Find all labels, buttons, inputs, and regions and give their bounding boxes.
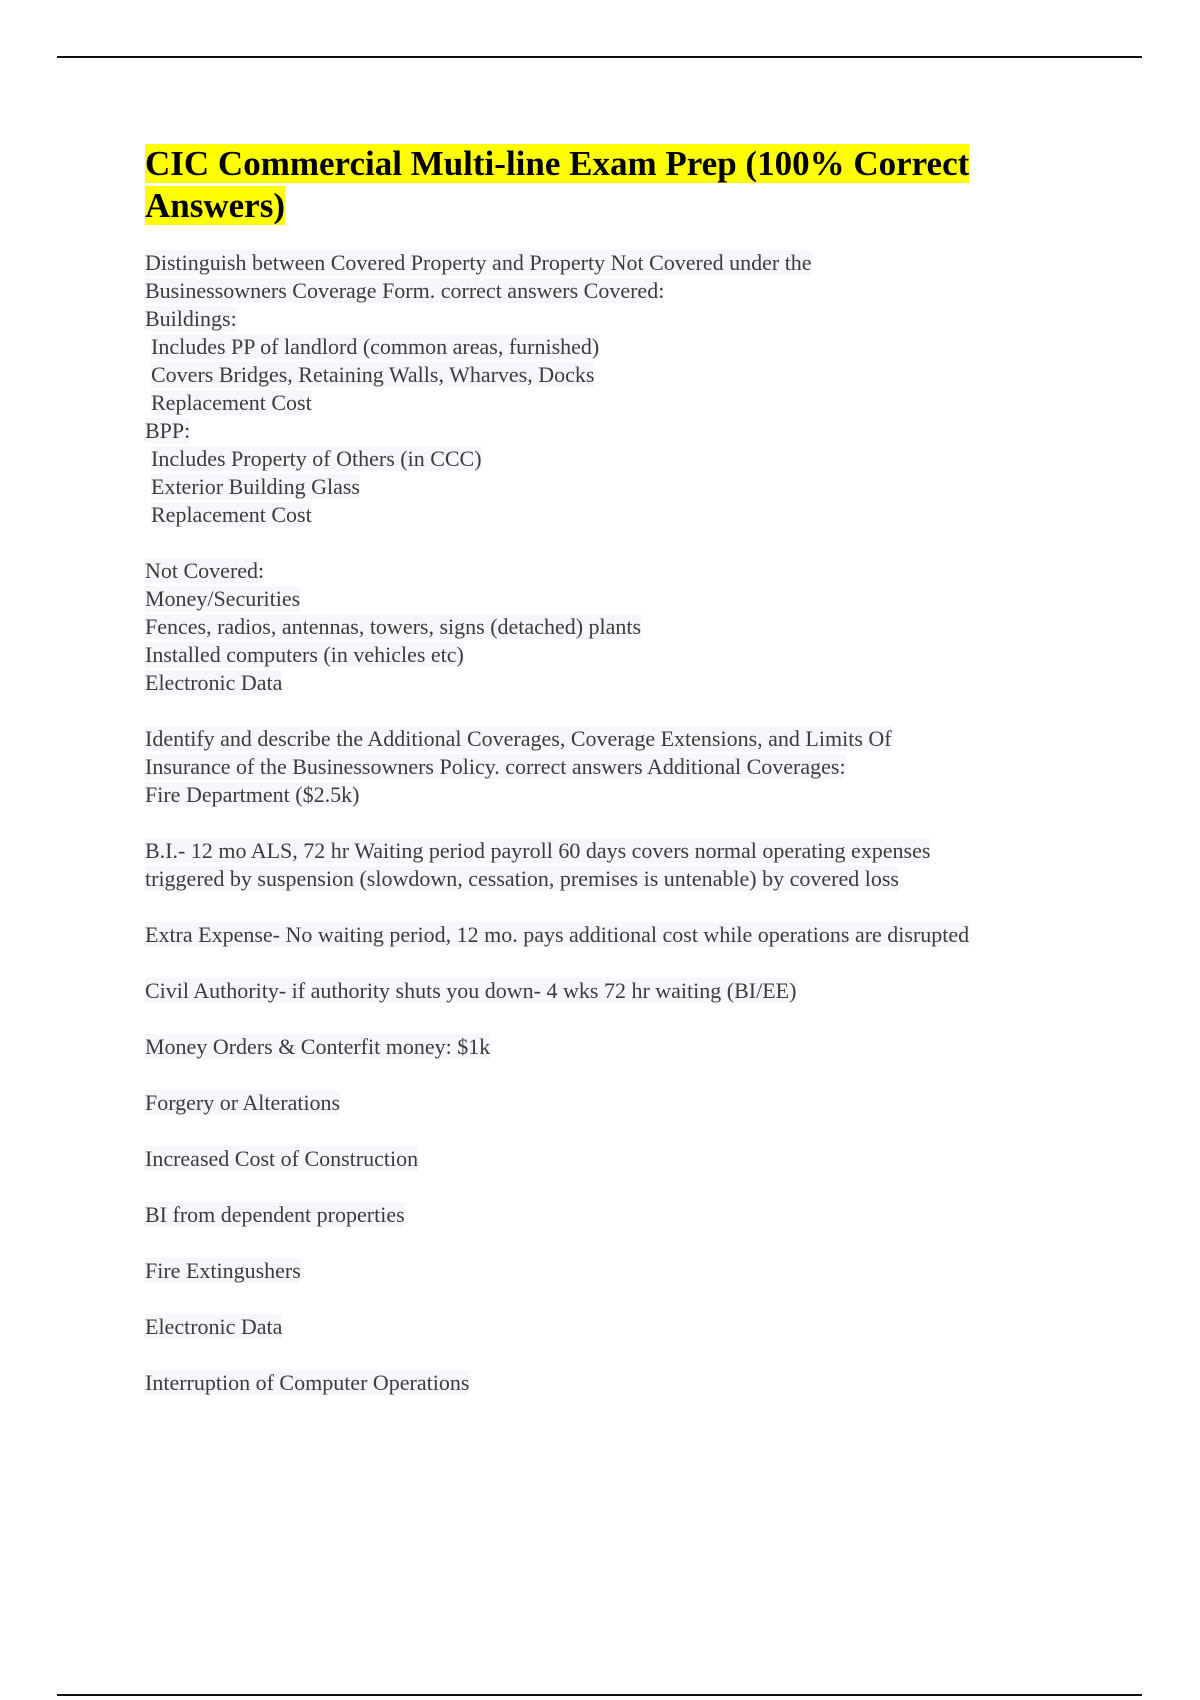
- spacer: [145, 1285, 1105, 1313]
- bottom-rule: [57, 1694, 1142, 1696]
- spacer: [145, 529, 1105, 557]
- spacer: [145, 893, 1105, 921]
- bpp-item: Exterior Building Glass: [151, 474, 360, 499]
- civil-authority-line: Civil Authority- if authority shuts you down- 4 wks 72 hr waiting (BI/EE): [145, 978, 797, 1003]
- electronic-data-line: Electronic Data: [145, 1314, 283, 1339]
- spacer: [145, 1229, 1105, 1257]
- question-1-line-1: Distinguish between Covered Property and Property Not Covered under the: [145, 250, 812, 275]
- fire-extinguishers-line: Fire Extingushers: [145, 1258, 301, 1283]
- document-title: CIC Commercial Multi-line Exam Prep (100% Correct Answers): [145, 144, 970, 225]
- bi-dependent-line: BI from dependent properties: [145, 1202, 405, 1227]
- not-covered-item: Electronic Data: [145, 670, 283, 695]
- question-2-line-1: Identify and describe the Additional Coverages, Coverage Extensions, and Limits Of: [145, 726, 892, 751]
- forgery-line: Forgery or Alterations: [145, 1090, 341, 1115]
- not-covered-label: Not Covered:: [145, 558, 265, 583]
- question-2-line-2: Insurance of the Businessowners Policy. correct answers Additional Coverages:: [145, 754, 846, 779]
- spacer: [145, 697, 1105, 725]
- spacer: [145, 1341, 1105, 1369]
- money-orders-line: Money Orders & Conterfit money: $1k: [145, 1034, 491, 1059]
- spacer: [145, 1061, 1105, 1089]
- bpp-label: BPP:: [145, 418, 191, 443]
- buildings-label: Buildings:: [145, 306, 237, 331]
- bi-line-2: triggered by suspension (slowdown, cessation, premises is untenable) by covered loss: [145, 866, 899, 891]
- buildings-item: Covers Bridges, Retaining Walls, Wharves, Docks: [151, 362, 595, 387]
- spacer: [145, 809, 1105, 837]
- spacer: [145, 1173, 1105, 1201]
- not-covered-item: Installed computers (in vehicles etc): [145, 642, 464, 667]
- not-covered-item: Money/Securities: [145, 586, 301, 611]
- question-1-line-2: Businessowners Coverage Form. correct answers Covered:: [145, 278, 665, 303]
- extra-expense-line: Extra Expense- No waiting period, 12 mo. pays additional cost while operations are disrupted: [145, 922, 970, 947]
- buildings-item: Replacement Cost: [151, 390, 312, 415]
- increased-cost-line: Increased Cost of Construction: [145, 1146, 419, 1171]
- document-body: [145, 143, 1105, 1397]
- spacer: [145, 949, 1105, 977]
- spacer: [145, 1117, 1105, 1145]
- not-covered-item: Fences, radios, antennas, towers, signs (detached) plants: [145, 614, 642, 639]
- top-rule: [57, 56, 1142, 58]
- bpp-item: Includes Property of Others (in CCC): [151, 446, 482, 471]
- bpp-item: Replacement Cost: [151, 502, 312, 527]
- interruption-line: Interruption of Computer Operations: [145, 1370, 470, 1395]
- bi-line-1: B.I.- 12 mo ALS, 72 hr Waiting period payroll 60 days covers normal operating expenses: [145, 838, 931, 863]
- spacer: [145, 1005, 1105, 1033]
- buildings-item: Includes PP of landlord (common areas, furnished): [151, 334, 600, 359]
- question-2-line-3: Fire Department ($2.5k): [145, 782, 360, 807]
